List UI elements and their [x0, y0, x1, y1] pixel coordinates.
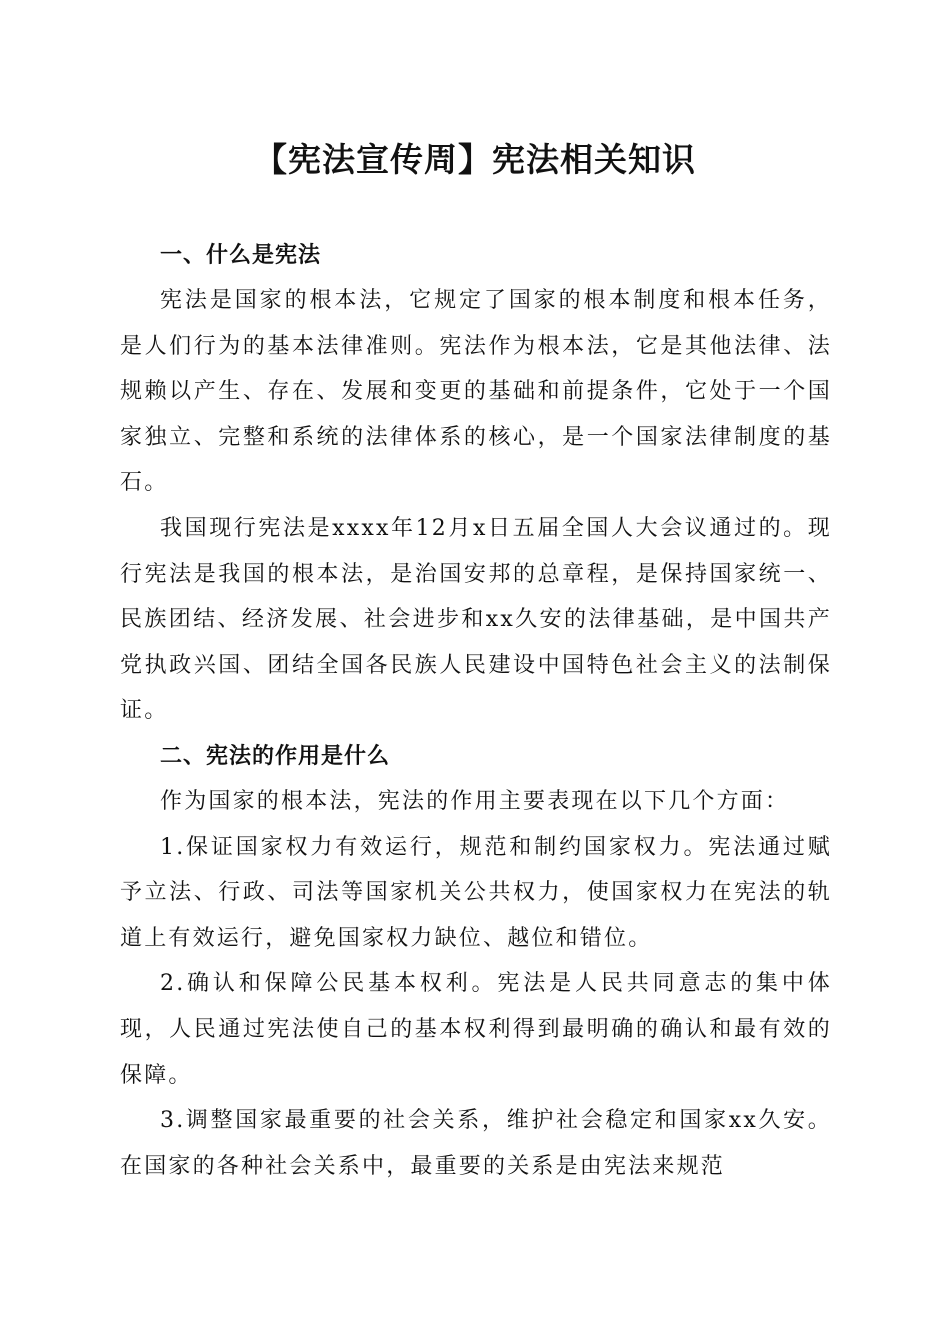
paragraph: 我国现行宪法是xxxx年12月x日五届全国人大会议通过的。现行宪法是我国的根本法，是治国安邦的总章程，是保持国家统一、民族团结、经济发展、社会进步和xx久安的法律基础，是中国共产党执政兴国、团结全国各民族人民建设中国特色社会主义的法制保证。 — [120, 515, 832, 724]
section-heading: 二、宪法的作用是什么 — [160, 743, 391, 769]
paragraph: 宪法是国家的根本法，它规定了国家的根本制度和根本任务，是人们行为的基本法律准则。宪法作为根本法，它是其他法律、法规赖以产生、存在、发展和变更的基础和前提条件，它处于一个国家独立、完整和系统的法律体系的核心，是一个国家法律制度的基石。 — [120, 288, 832, 496]
section-constitution-role — [120, 734, 832, 1189]
paragraph: 2.确认和保障公民基本权利。宪法是人民共同意志的集中体现，人民通过宪法使自己的基本权利得到最明确的确认和最有效的保障。 — [120, 971, 832, 1088]
document-title: 【宪法宣传周】宪法相关知识 — [254, 140, 696, 179]
paragraph: 作为国家的根本法，宪法的作用主要表现在以下几个方面： — [160, 788, 790, 814]
document-body — [120, 233, 832, 1189]
section-what-is-constitution — [120, 233, 832, 734]
section-heading: 一、什么是宪法 — [160, 243, 322, 268]
paragraph: 1.保证国家权力有效运行，规范和制约国家权力。宪法通过赋予立法、行政、司法等国家机关公共权力，使国家权力在宪法的轨道上有效运行，避免国家权力缺位、越位和错位。 — [120, 834, 832, 951]
paragraph: 3.调整国家最重要的社会关系，维护社会稳定和国家xx久安。在国家的各种社会关系中，最重要的关系是由宪法来规范 — [120, 1108, 832, 1179]
